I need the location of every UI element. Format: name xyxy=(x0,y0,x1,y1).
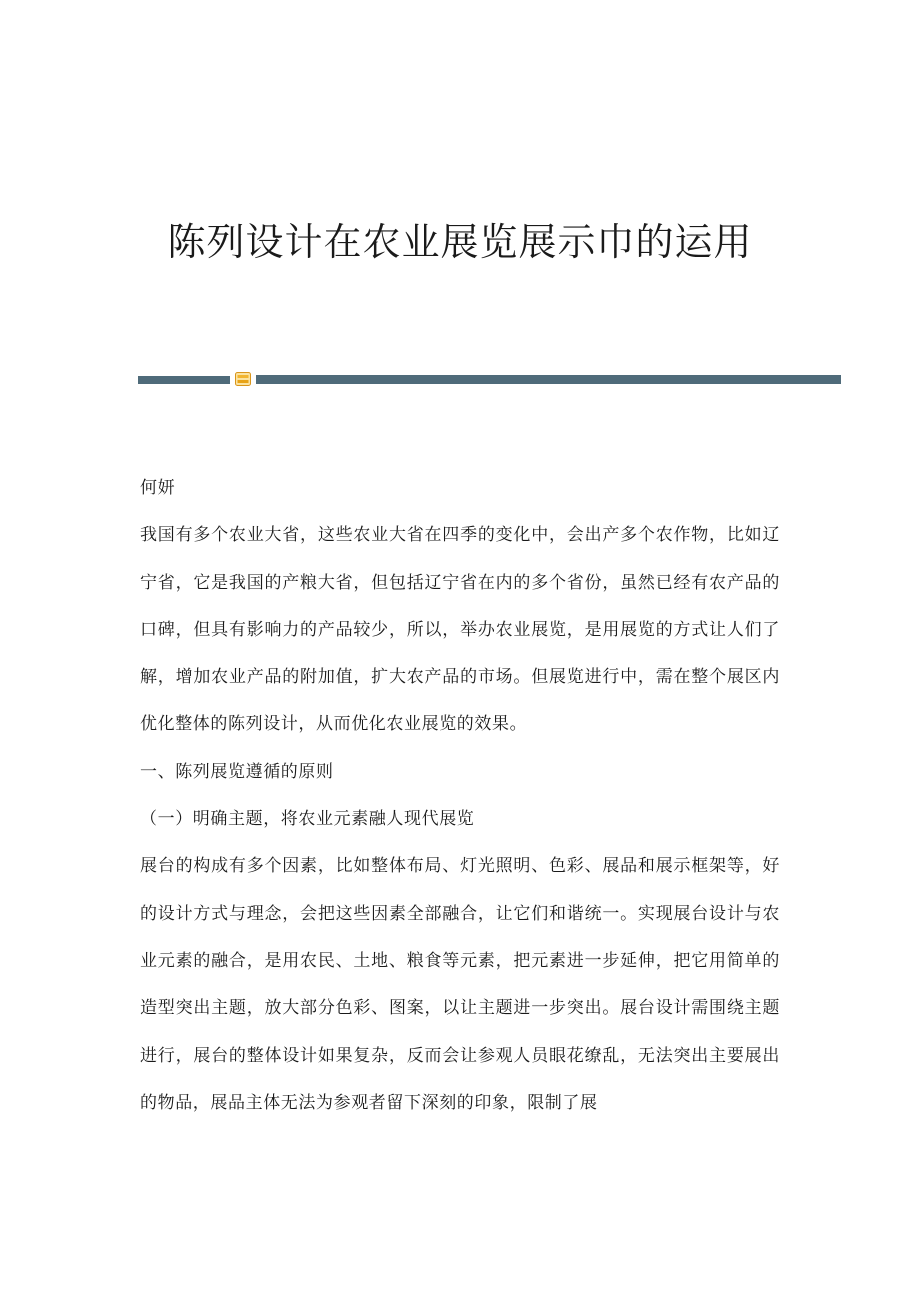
author-name: 何妍 xyxy=(140,478,176,498)
section-heading: 一、陈列展览遵循的原则 xyxy=(140,761,334,782)
paragraph-body: 展台的构成有多个因素，比如整体布局、灯光照明、色彩、展品和展示框架等，好的设计方式与理念，会把这些因素全部融合，让它们和谐统一。实现展台设计与农业元素的融合，是用农民、土地、粮食等元素，把元素进一步延伸，把它用简单的造型突出主题，放大部分色彩、图案，以让主题进一步突出。展台设计需围绕主题进行，展台的整体设计如果复杂，反而会让参观人员眼花缭乱，无法突出主要展出的物品，展品主体无法为参观者留下深刻的印象，限制了展 xyxy=(140,856,780,1113)
document-title: 陈列设计在农业展览展示巾的运用 xyxy=(167,220,753,264)
paragraph-intro: 我国有多个农业大省，这些农业大省在四季的变化中，会出产多个农作物，比如辽宁省，它是我国的产粮大省，但包括辽宁省在内的多个省份，虽然已经有农产品的口碑，但具有影响力的产品较少，所以，举办农业展览，是用展览的方式让人们了解，增加农业产品的附加值，扩大农产品的市场。但展览进行中，需在整个展区内优化整体的陈列设计，从而优化农业展览的效果。 xyxy=(140,525,780,735)
divider-ornament-icon xyxy=(235,372,251,386)
divider-bar-left xyxy=(138,376,230,384)
divider-bar-right xyxy=(256,375,841,384)
document-body xyxy=(140,465,780,1127)
title-divider xyxy=(138,371,841,387)
subsection-heading: （一）明确主题，将农业元素融人现代展览 xyxy=(140,809,475,830)
